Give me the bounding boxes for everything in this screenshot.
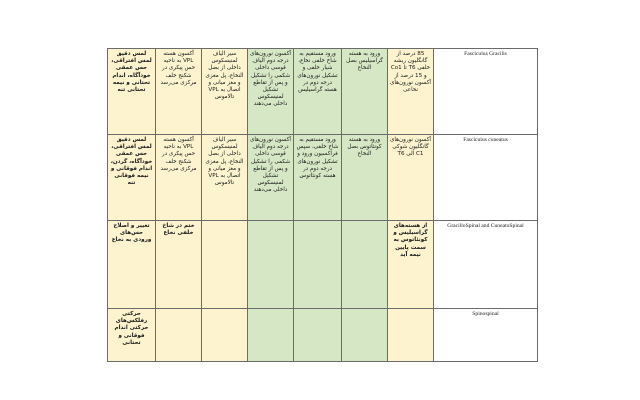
- nucleus-cell: [342, 309, 388, 362]
- second-order-cell: [248, 309, 294, 362]
- entry-cell: ورود مستقیم به شاخ خلفی نخاع، شیار خلفی و تشکیل نورون‌های درجه دوم در هسته گراسیلیس: [294, 49, 342, 135]
- entry-cell: ورود مستقیم به شاخ خلفی، سپس فراکسیون ورود و تشکیل نورون‌های درجه دوم در هسته کونئاتوس: [294, 135, 342, 221]
- cortex-cell: آکسون هسته VPL به ناحیه حس پیکری در شکنج خلف مرکزی می‌رسد: [156, 49, 202, 135]
- nucleus-cell: ورود به هسته کونئاتوس بصل النخاع: [342, 135, 388, 221]
- second-order-cell: آکسون نورون‌های درجه دوم الیاف قوسی داخلی شکمی را تشکیل و پس از تقاطع تشکیل لمنیسکوس داخلی می‌دهند: [248, 135, 294, 221]
- nucleus-cell: [342, 221, 388, 309]
- function-cell: لمس دقیق لمس افتراقی، حس عمقی خودآگاه، اندام تحتانی و نیمه تحتانی تنه: [108, 49, 156, 135]
- function-cell: لمس دقیق لمس افتراقی، حس عمقی خودآگاه، گردن، اندام فوقانی و نیمه فوقانی تنه: [108, 135, 156, 221]
- pathway-cell: [202, 221, 248, 309]
- origin-cell: آکسون نورون‌های گانگلیون شوکی C1 الی T6: [388, 135, 434, 221]
- nucleus-cell: ورود به هسته گراسیلیس بصل النخاع: [342, 49, 388, 135]
- tract-name-cell: Fasciculus cuneatus: [434, 135, 538, 221]
- tract-name-cell: Fasciculus Gracilis: [434, 49, 538, 135]
- origin-cell: از هسته‌های گراسیلیس و کونئاتوس به سمت پایین نیمه آید: [388, 221, 434, 309]
- cortex-cell: آکسون هسته VPL به ناحیه حس پیکری در شکنج خلف مرکزی می‌رسد: [156, 135, 202, 221]
- pathway-cell: [202, 309, 248, 362]
- origin-cell: [388, 309, 434, 362]
- table-row: [108, 221, 538, 309]
- table-row: [108, 309, 538, 362]
- table-row: [108, 49, 538, 135]
- second-order-cell: آکسون نورون‌های درجه دوم الیاف قوسی داخلی شکمی را تشکیل و پس از تقاطع تشکیل لمنیسکوس داخلی می‌دهند: [248, 49, 294, 135]
- pathway-cell: سیر الیاف لمنیسکوس داخلی از بصل النخاع، پل مغزی و مغز میانی و اتصال به VPL تالاموس: [202, 135, 248, 221]
- second-order-cell: [248, 221, 294, 309]
- cortex-cell: ختم در شاخ خلفی نخاع: [156, 221, 202, 309]
- entry-cell: [294, 221, 342, 309]
- tract-name-cell: Spinospinal: [434, 309, 538, 362]
- origin-cell: 85 درصد از گانگلیون ریشه خلفی T6 تا Co1 و 15 درصد از آکسون نورون‌های نخاعی: [388, 49, 434, 135]
- function-cell: تغییر و اصلاح حس‌های ورودی به نخاع: [108, 221, 156, 309]
- pathway-cell: سیر الیاف لمنیسکوس داخلی از بصل النخاع، پل مغزی و مغز میانی و اتصال به VPL تالاموس: [202, 49, 248, 135]
- table-row: [108, 135, 538, 221]
- entry-cell: [294, 309, 342, 362]
- cortex-cell: [156, 309, 202, 362]
- tracts-table: [107, 48, 538, 362]
- tract-name-cell: GracilloSpinal and CuneatoSpinal: [434, 221, 538, 309]
- function-cell: حرکتی رفلکس‌های حرکتی اندام فوقانی و تحتانی: [108, 309, 156, 362]
